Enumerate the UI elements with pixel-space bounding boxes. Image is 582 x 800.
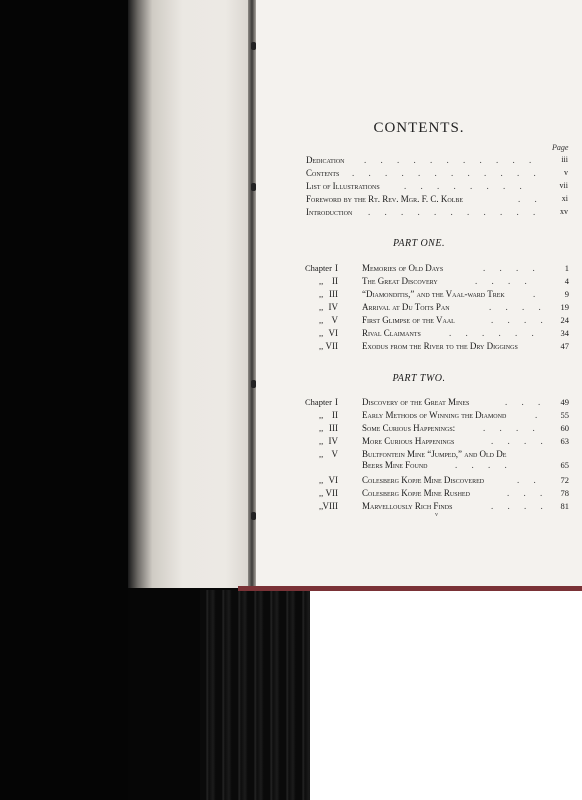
ditto-mark: ,, <box>319 328 324 338</box>
front-matter-row: Foreword by the Rt. Rev. Mgr. F. C. Kolbe . . xi <box>306 194 568 204</box>
chapter-number: IV <box>328 302 338 312</box>
front-matter-page: vii <box>559 181 568 190</box>
ditto-mark: ,, <box>319 449 324 459</box>
chapter-row: ,, IV Arrival at Du Toits Pan . . . . 19 <box>319 302 569 312</box>
front-matter-label: Dedication <box>306 155 345 165</box>
ditto-mark: ,, <box>319 289 324 299</box>
chapter-row: ,, IV More Curious Happenings . . . . 63 <box>319 436 569 446</box>
chapter-page: 63 <box>560 436 569 446</box>
chapter-number: VI <box>328 328 338 338</box>
chapter-row: ,, V Bultfontein Mine “Jumped,” and Old De Beers Mine Found . . . . 65 <box>319 449 569 470</box>
chapter-page: 72 <box>560 475 569 485</box>
chapter-row: ,, III “Diamonditis,” and the Vaal-ward Trek . 9 <box>319 289 569 299</box>
chapter-title: Rival Claimants <box>362 328 421 338</box>
ditto-mark: ,, <box>319 276 324 286</box>
ditto-mark: ,, <box>319 501 324 511</box>
book-spine <box>248 0 256 590</box>
chapter-row: ,, VI Colesberg Kopje Mine Discovered . . 72 <box>319 475 569 485</box>
chapter-row: Chapter I Memories of Old Days . . . . 1 <box>305 263 569 273</box>
chapter-title: “Diamonditis,” and the Vaal-ward Trek <box>362 289 505 299</box>
chapter-row: ,, II Early Methods of Winning the Diamond . 55 <box>319 410 569 420</box>
front-matter-page: v <box>564 168 568 177</box>
chapter-row: ,, VII Colesberg Kopje Mine Rushed . . . 78 <box>319 488 569 498</box>
chapter-title: Some Curious Happenings: <box>362 423 456 433</box>
front-matter-row: Introduction . . . . . . . . . . . xv <box>306 207 568 217</box>
chapter-number: VII <box>325 488 338 498</box>
chapter-page: 34 <box>560 328 569 338</box>
chapter-label: Chapter <box>305 397 332 407</box>
chapter-title-line2: Beers Mine Found <box>362 460 428 470</box>
ditto-mark: ,, <box>319 302 324 312</box>
chapter-number: VIII <box>322 501 338 511</box>
chapter-title: Early Methods of Winning the Diamond <box>362 410 507 420</box>
chapter-page: 1 <box>564 263 569 273</box>
chapter-number: V <box>331 315 338 325</box>
ditto-mark: ,, <box>319 423 324 433</box>
front-matter-label: Introduction <box>306 207 353 217</box>
chapter-number: IV <box>328 436 338 446</box>
front-matter-label: List of Illustrations <box>306 181 380 191</box>
chapter-number: II <box>332 276 338 286</box>
chapter-number: V <box>331 449 338 459</box>
chapter-number: III <box>329 289 338 299</box>
ditto-mark: ,, <box>319 436 324 446</box>
chapter-title: Arrival at Du Toits Pan <box>362 302 450 312</box>
ditto-mark: ,, <box>319 488 324 498</box>
chapter-title: More Curious Happenings <box>362 436 455 446</box>
front-matter-page: xi <box>561 194 568 203</box>
chapter-number: I <box>335 397 338 407</box>
ditto-mark: ,, <box>319 341 324 351</box>
front-matter-label: Contents <box>306 168 340 178</box>
chapter-row: ,, III Some Curious Happenings: . . . . 60 <box>319 423 569 433</box>
chapter-number: VII <box>325 341 338 351</box>
chapter-row: ,, V First Glimpse of the Vaal . . . . 24 <box>319 315 569 325</box>
page-title: CONTENTS. <box>373 120 465 136</box>
chapter-page: 47 <box>560 341 569 351</box>
chapter-page: 9 <box>564 289 569 299</box>
front-matter-page: xv <box>560 207 568 216</box>
front-matter-row: Dedication . . . . . . . . . . . iii <box>306 155 568 165</box>
page-column-heading: Page <box>552 143 569 152</box>
chapter-page: 60 <box>560 423 569 433</box>
front-matter-page: iii <box>561 155 568 164</box>
chapter-page: 4 <box>564 276 569 286</box>
chapter-title: Discovery of the Great Mines <box>362 397 470 407</box>
chapter-title: The Great Discovery <box>362 276 438 286</box>
chapter-page: 65 <box>560 460 569 470</box>
chapter-title: Bultfontein Mine “Jumped,” and Old De <box>362 449 507 459</box>
chapter-label: Chapter <box>305 263 332 273</box>
chapter-page: 78 <box>560 488 569 498</box>
chapter-page: 55 <box>560 410 569 420</box>
chapter-title: Memories of Old Days <box>362 263 444 273</box>
chapter-number: VI <box>328 475 338 485</box>
scan-black-margin <box>0 0 128 800</box>
chapter-title: Colesberg Kopje Mine Rushed <box>362 488 470 498</box>
book-cover-edge <box>238 586 582 591</box>
chapter-row: Chapter I Discovery of the Great Mines . . . 49 <box>305 397 569 407</box>
front-matter-row: Contents . . . . . . . . . . . . v <box>306 168 568 178</box>
chapter-row <box>305 341 569 353</box>
chapter-row: ,, VIII Marvellously Rich Finds . . . . 81 <box>319 501 569 511</box>
chapter-row: ,, II The Great Discovery . . . . 4 <box>319 276 569 286</box>
ditto-mark: ,, <box>319 410 324 420</box>
page-number-footer: v <box>435 512 438 518</box>
chapter-number: I <box>335 263 338 273</box>
chapter-title: First Glimpse of the Vaal <box>362 315 455 325</box>
front-matter-label: Foreword by the Rt. Rev. Mgr. F. C. Kolbe <box>306 194 464 204</box>
ditto-mark: ,, <box>319 475 324 485</box>
left-page <box>128 0 250 588</box>
chapter-title: Marvellously Rich Finds <box>362 501 453 511</box>
part-two-title: PART TWO. <box>392 373 446 384</box>
chapter-title: Exodus from the River to the Dry Diggings <box>362 341 518 351</box>
part-one-title: PART ONE. <box>393 238 445 249</box>
chapter-page: 49 <box>560 397 569 407</box>
chapter-title: Colesberg Kopje Mine Discovered <box>362 475 485 485</box>
scanner-streaks <box>200 590 310 800</box>
chapter-number: III <box>329 423 338 433</box>
front-matter-row: List of Illustrations . . . . . . . . vii <box>306 181 568 191</box>
chapter-number: II <box>332 410 338 420</box>
ditto-mark: ,, <box>319 315 324 325</box>
chapter-row: ,, VI Rival Claimants . . . . . . 34 <box>319 328 569 338</box>
chapter-page: 19 <box>560 302 569 312</box>
chapter-page: 24 <box>560 315 569 325</box>
chapter-page: 81 <box>560 501 569 511</box>
